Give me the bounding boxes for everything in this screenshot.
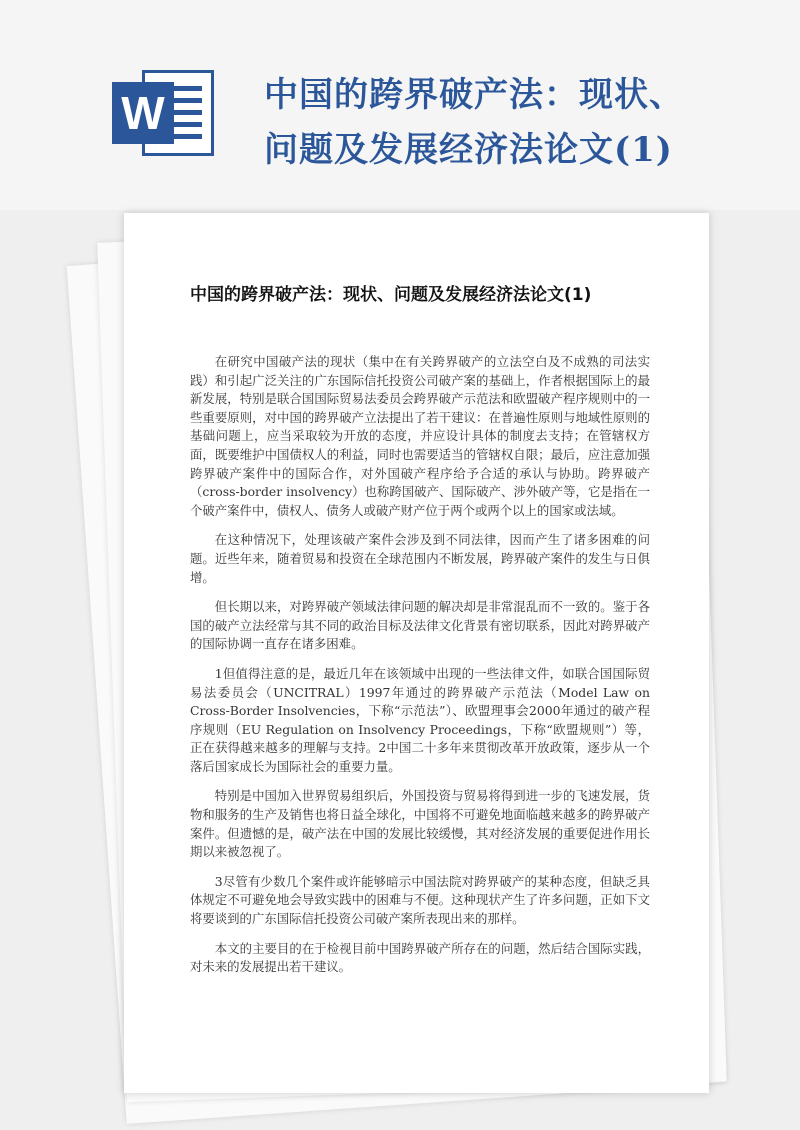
paragraph: 本文的主要目的在于检视目前中国跨界破产所存在的问题，然后结合国际实践，对未来的发展提出若干建议。 [190, 940, 650, 975]
paragraph: 3尽管有少数几个案件或许能够暗示中国法院对跨界破产的某种态度，但缺乏具体规定不可避免地会导致实践中的困难与不便。这种现状产生了许多问题，正如下文将要谈到的广东国际信托投资公司破产案所表现出来的那样。 [190, 873, 650, 927]
paragraph: 但长期以来，对跨界破产领域法律问题的解决却是非常混乱而不一致的。鉴于各国的破产立法经常与其不同的政治目标及法律文化背景有密切联系，因此对跨界破产的国际协调一直存在诸多困难。 [190, 599, 650, 652]
document-body [190, 353, 650, 988]
word-document-icon [112, 64, 216, 160]
paragraph: 特别是中国加入世界贸易组织后，外国投资与贸易将得到进一步的飞速发展，货物和服务的生产及销售也将日益全球化，中国将不可避免地面临越来越多的跨界破产案件。但遗憾的是，破产法在中国的发展比较缓慢，其对经济发展的重要促进作用长期以来被忽视了。 [190, 788, 650, 860]
document-page [124, 213, 709, 1093]
paragraph: 在研究中国破产法的现状（集中在有关跨界破产的立法空白及不成熟的司法实践）和引起广泛关注的广东国际信托投资公司破产案的基础上，作者根据国际上的最新发展，特别是联合国国际贸易法委员会跨界破产示范法和欧盟破产程序规则中的一些重要原则，对中国的跨界破产立法提出了若干建议：在普遍性原则与地域性原则的基础问题上，应当采取较为开放的态度，并应设计具体的制度去支持；在管辖权方面，既要维护中国债权人的利益，同时也需要适当的管辖权自限；最后，应注意加强跨界破产案件中的国际合作，对外国破产程序给予合适的承认与协助。跨界破产（cross-border insolvency）也称跨国破产、国际破产、涉外破产等，它是指在一个破产案件中，债权人、债务人或破产财产位于两个或两个以上的国家或法域。 [190, 354, 650, 518]
word-badge: W [112, 82, 174, 144]
header-banner [0, 0, 800, 210]
paragraph: 在这种情况下，处理该破产案件会涉及到不同法律，因而产生了诸多困难的问题。近些年来，随着贸易和投资在全球范围内不断发展，跨界破产案件的发生与日俱增。 [190, 532, 650, 585]
paragraph: 1但值得注意的是，最近几年在该领域中出现的一些法律文件，如联合国国际贸易法委员会（UNCITRAL）1997年通过的跨界破产示范法（Model Law on Cross-Border Insolvencies，下称“示范法”）、欧盟理事会2000年通过的破产程序规则（EU Regulation on Insolvency Proceedings，下称“欧盟规则”）等，正在获得越来越多的理解与支持。2中国二十多年来贯彻改革开放政策，逐步从一个落后国家成长为国际社会的重要力量。 [190, 665, 650, 774]
document-title: 中国的跨界破产法：现状、问题及发展经济法论文(1) [190, 285, 592, 305]
header-title: 中国的跨界破产法：现状、问题及发展经济法论文(1) [264, 75, 684, 170]
